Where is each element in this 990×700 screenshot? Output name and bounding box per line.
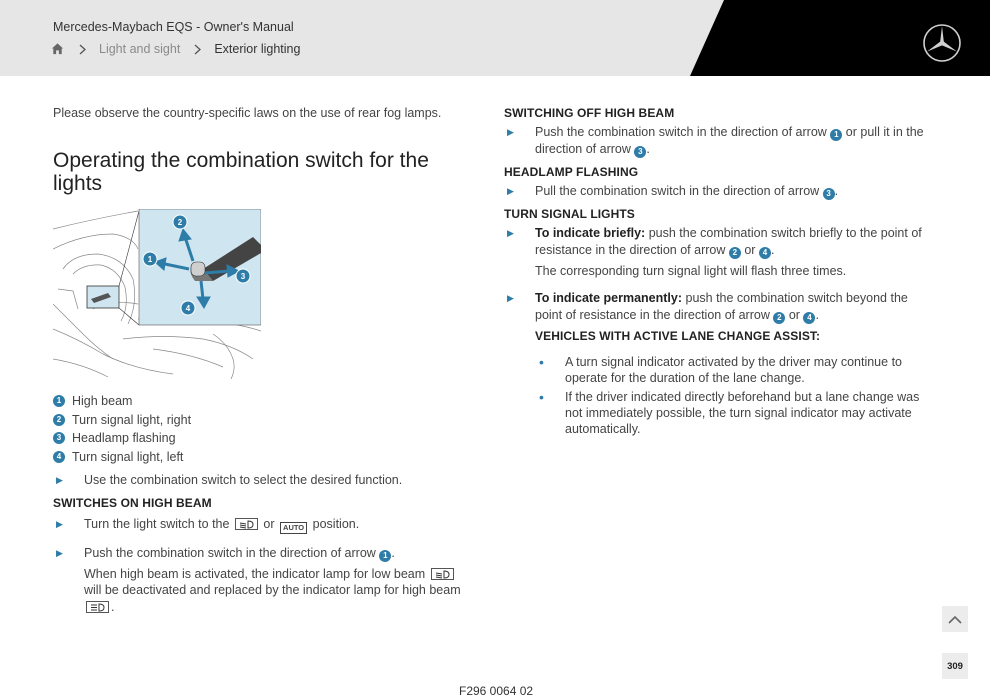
callout-badge: 2 [53, 414, 65, 426]
fog-lamp-note: Please observe the country-specific laws on the use of rear fog lamps. [53, 106, 442, 120]
legend-item [53, 429, 473, 448]
brief-result: The corresponding turn signal light will flash three times. [535, 263, 847, 278]
step-arrow-icon: ▶ [507, 293, 514, 303]
callout-badge: 4 [803, 312, 815, 324]
step-arrow-icon: ▶ [56, 518, 63, 529]
legend-label: Headlamp flashing [72, 431, 176, 446]
step-arrow-icon: ▶ [507, 228, 514, 238]
scroll-to-top-button[interactable] [942, 606, 968, 632]
list-item: • A turn signal indicator activated by the driver may continue to operate for the duration of the lane change. [535, 354, 924, 386]
mercedes-star-logo [922, 23, 962, 63]
breadcrumb-item-exterior-lighting: Exterior lighting [214, 42, 301, 56]
list-item: • If the driver indicated directly beforehand but a lane change was not immediately possible, the turn signal indicator may activate automatically. [535, 389, 924, 437]
high-beam-result: When high beam is activated, the indicator lamp for low beam will be deactivated and replaced by the indicator lamp for high beam . [84, 566, 461, 614]
callout-badge: 3 [53, 432, 65, 444]
low-beam-icon [431, 568, 454, 580]
home-icon[interactable] [51, 42, 65, 56]
lane-change-heading: VEHICLES WITH ACTIVE LANE CHANGE ASSIST: [535, 328, 821, 343]
high-beam-icon [86, 601, 109, 613]
image-code: F296 0064 02 [459, 684, 534, 698]
step-push-switch: ▶ Push the combination switch in the direction of arrow 1 . When high beam is activated, the indicator lamp for low beam will be deactivated and replaced by the indicator lamp for high beam . [53, 545, 473, 616]
low-beam-icon [235, 518, 258, 530]
switches-on-heading: SWITCHES ON HIGH BEAM [53, 495, 212, 510]
callout-badge: 4 [759, 247, 771, 259]
svg-text:2: 2 [177, 218, 183, 227]
svg-text:3: 3 [240, 272, 246, 281]
step-select-function: ▶ Use the combination switch to select the desired function. [53, 472, 473, 489]
legend-item [53, 411, 473, 430]
callout-badge: 3 [634, 146, 646, 158]
right-column [504, 105, 924, 440]
chevron-up-icon [948, 615, 962, 624]
legend-label: Turn signal light, left [72, 449, 184, 464]
legend-item [53, 392, 473, 411]
callout-badge: 4 [53, 451, 65, 463]
step-switch-off-high-beam: ▶ Push the combination switch in the direction of arrow 1 or pull it in the direction of arrow 3 . [504, 124, 924, 158]
breadcrumb [51, 42, 300, 56]
step-headlamp-flashing: ▶ Pull the combination switch in the direction of arrow 3 . [504, 183, 924, 200]
step-arrow-icon: ▶ [56, 547, 63, 558]
auto-position-icon: AUTO [280, 522, 307, 534]
page-header [0, 0, 990, 76]
legend-item [53, 448, 473, 467]
callout-badge: 3 [823, 188, 835, 200]
left-column [53, 105, 473, 615]
callout-badge: 1 [53, 395, 65, 407]
chevron-right-icon [79, 44, 86, 55]
callout-badge: 1 [379, 550, 391, 562]
switching-off-heading: SWITCHING OFF HIGH BEAM [504, 106, 675, 120]
lane-change-bullets [535, 354, 924, 437]
step-arrow-icon: ▶ [507, 186, 514, 196]
callout-badge: 2 [773, 312, 785, 324]
callout-badge: 2 [729, 247, 741, 259]
legend-label: Turn signal light, right [72, 412, 192, 427]
legend-label: High beam [72, 394, 133, 409]
page-number: 309 [942, 653, 968, 679]
step-arrow-icon: ▶ [56, 475, 63, 485]
svg-text:4: 4 [185, 304, 191, 313]
callout-badge: 1 [830, 129, 842, 141]
step-indicate-permanently: ▶ To indicate permanently: push the combination switch beyond the point of resistance in the direction of arrow 2 or 4 . VEHICLES WITH ACTIVE LANE CHANGE ASSIST: [504, 290, 924, 344]
step-turn-light-switch: ▶ Turn the light switch to the or AUTO position. [53, 516, 473, 534]
chevron-right-icon [194, 44, 201, 55]
headlamp-flashing-heading: HEADLAMP FLASHING [504, 165, 639, 179]
svg-text:1: 1 [147, 255, 153, 264]
section-title: Operating the combination switch for the lights [53, 149, 429, 195]
step-indicate-briefly: ▶ To indicate briefly: push the combination switch briefly to the point of resistance in the direction of arrow 2 or 4 . The corresponding turn signal light will flash three times. [504, 225, 924, 279]
manual-title: Mercedes-Maybach EQS - Owner's Manual [53, 20, 294, 34]
combination-switch-illustration [53, 209, 261, 379]
step-arrow-icon: ▶ [507, 127, 514, 137]
breadcrumb-item-light-and-sight[interactable]: Light and sight [99, 42, 181, 56]
legend-list [53, 392, 473, 466]
turn-signal-heading: TURN SIGNAL LIGHTS [504, 207, 635, 221]
